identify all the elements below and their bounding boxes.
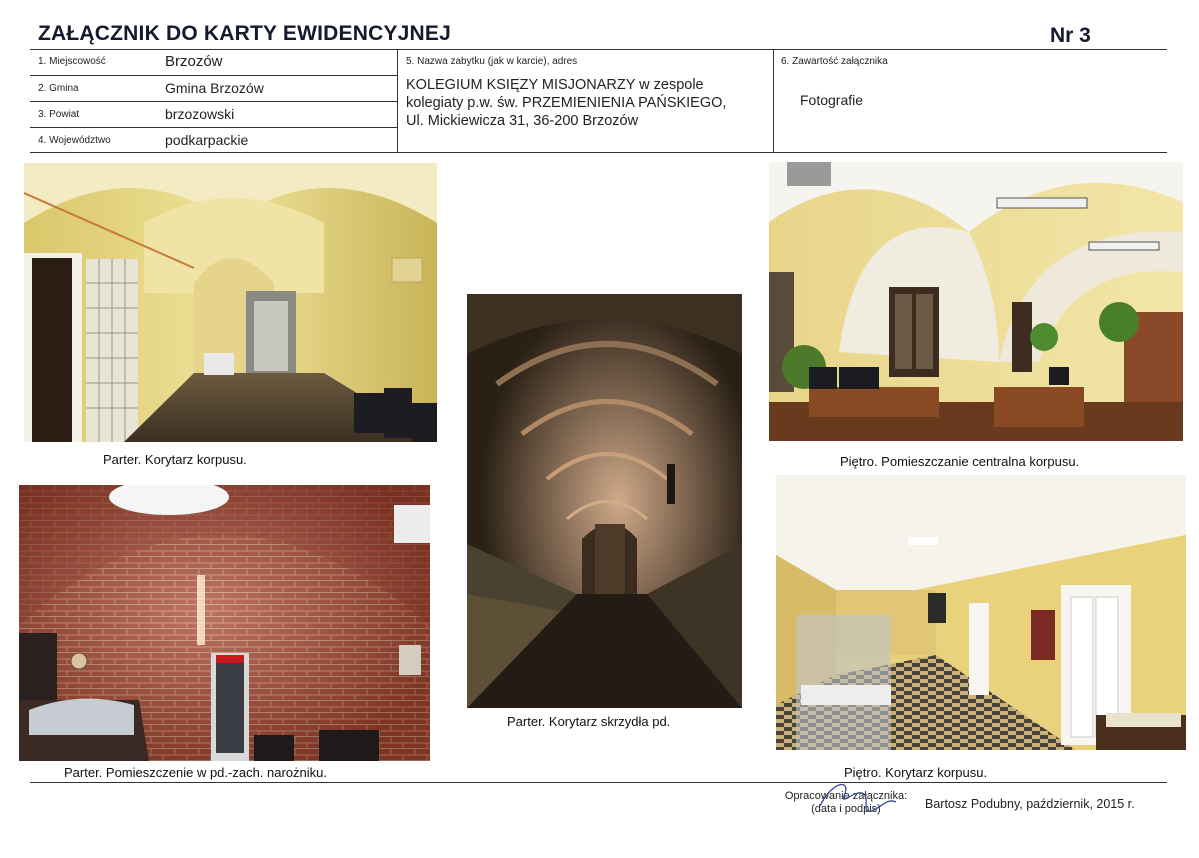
caption-photo-4: Piętro. Pomieszczanie centralna korpusu. <box>840 454 1080 469</box>
field-label-wojewodztwo: 4. Województwo <box>38 135 111 146</box>
table-row-line <box>30 101 398 102</box>
field-label-gmina: 2. Gmina <box>38 83 79 94</box>
field-value-powiat: brzozowski <box>165 106 235 122</box>
field-label-powiat: 3. Powiat <box>38 109 80 120</box>
document-title: ZAŁĄCZNIK DO KARTY EWIDENCYJNEJ <box>38 22 452 45</box>
footer-line <box>30 782 1167 783</box>
field-value-miejscowosc: Brzozów <box>165 53 223 70</box>
caption-photo-3: Parter. Korytarz skrzydła pd. <box>507 714 671 729</box>
field-value-zabytek-line1: KOLEGIUM KSIĘZY MISJONARZY w zespole <box>406 77 704 93</box>
field-label-miejscowosc: 1. Miejscowość <box>38 56 106 67</box>
field-label-zabytek: 5. Nazwa zabytku (jak w karcie), adres <box>406 56 578 67</box>
field-value-zabytek-line2: kolegiaty p.w. św. PRZEMIENIENIA PAŃSKIEGO, <box>406 95 727 111</box>
footer-label-line1: Opracowanie załącznika: <box>784 790 908 802</box>
photo-first-floor-corridor <box>776 475 1186 750</box>
table-top-line <box>30 49 1167 50</box>
field-value-zawartosc: Fotografie <box>800 92 864 108</box>
signature-icon <box>812 776 902 821</box>
footer-label-line2: (data i podpis) <box>811 803 881 815</box>
caption-photo-5: Piętro. Korytarz korpusu. <box>844 765 988 780</box>
field-value-wojewodztwo: podkarpackie <box>165 132 249 148</box>
field-value-gmina: Gmina Brzozów <box>165 80 264 96</box>
caption-photo-2: Parter. Pomieszczenie w pd.-zach. narożniku. <box>64 765 328 780</box>
table-divider <box>397 49 398 153</box>
table-row-line <box>30 75 398 76</box>
table-bottom-line <box>30 152 1167 153</box>
attachment-number: Nr 3 <box>1050 24 1091 47</box>
table-row-line <box>30 127 398 128</box>
photo-ground-corridor <box>24 163 437 442</box>
caption-photo-1: Parter. Korytarz korpusu. <box>103 452 247 467</box>
photo-vaulted-corridor <box>467 294 742 708</box>
footer-author: Bartosz Podubny, październik, 2015 r. <box>925 797 1135 811</box>
photo-brick-room <box>19 485 430 761</box>
table-divider <box>773 49 774 153</box>
field-value-zabytek-line3: Ul. Mickiewicza 31, 36-200 Brzozów <box>406 113 639 129</box>
field-label-zawartosc: 6. Zawartość załącznika <box>781 56 888 67</box>
photo-central-room <box>769 162 1183 441</box>
